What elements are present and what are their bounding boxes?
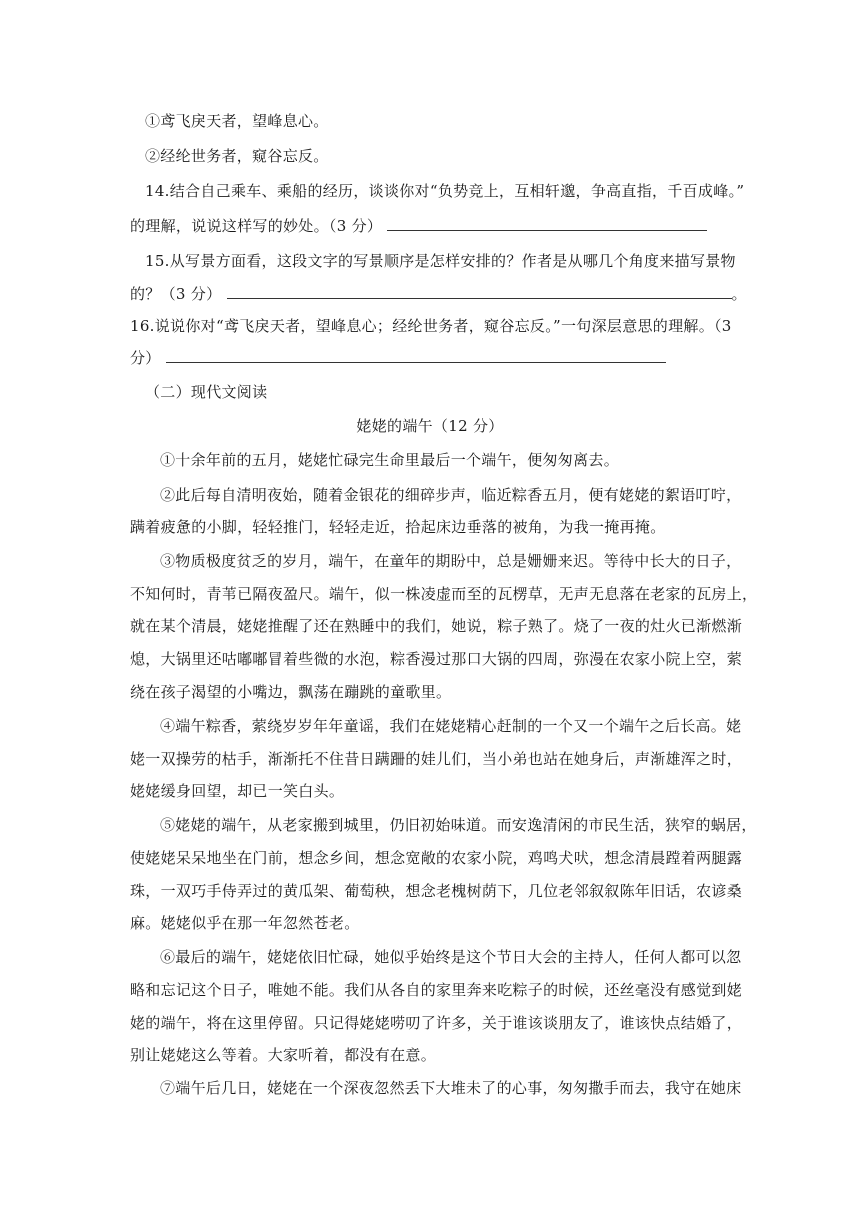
paragraph-line: 珠，一双巧手侍弄过的黄瓜架、葡萄秧，想念老槐树荫下，几位老邻叙叙陈年旧话，农谚桑 — [130, 882, 743, 900]
question-16-cont — [130, 348, 730, 368]
paragraph-line: 姥姥缓身回望，却已一笑白头。 — [130, 782, 345, 800]
text-line: 分） — [130, 349, 161, 367]
text-line: ①鸢飞戾天者，望峰息心。 — [145, 112, 329, 130]
section-heading: （二）现代文阅读 — [145, 383, 268, 401]
paragraph-line: 麻。姥姥似乎在那一年忽然苍老。 — [130, 914, 360, 932]
article-title: 姥姥的端午（12 分） — [356, 417, 504, 435]
paragraph-line: ①十余年前的五月，姥姥忙碌完生命里最后一个端午，便匆匆离去。 — [160, 451, 620, 469]
paragraph-line: ②此后每自清明夜始，随着金银花的细碎步声，临近粽香五月，便有姥姥的絮语叮咛， — [160, 486, 742, 504]
paragraph-line: 不知何时，青苇已隔夜盈尺。端午，似一株凌虚而至的瓦楞草，无声无息落在老家的瓦房上， — [130, 585, 758, 603]
answer-blank-16[interactable] — [166, 348, 666, 363]
answer-blank-15[interactable] — [227, 284, 732, 299]
answer-blank-14[interactable] — [387, 216, 707, 231]
question-14: 14.结合自己乘车、乘船的经历，谈谈你对“负势竞上，互相轩邈，争高直指，千百成峰。” — [145, 182, 745, 200]
paragraph-line: ④端午粽香，萦绕岁岁年年童谣，我们在姥姥精心赶制的一个又一个端午之后长高。姥 — [160, 717, 742, 735]
text-line: ②经纶世务者，窥谷忘反。 — [145, 147, 329, 165]
paragraph-line: ③物质极度贫乏的岁月，端午，在童年的期盼中，总是姗姗来迟。等待中长大的日子， — [160, 552, 742, 570]
question-15-cont — [130, 284, 747, 304]
paragraph-line: ⑥最后的端午，姥姥依旧忙碌，她似乎始终是这个节日大会的主持人，任何人都可以忽 — [160, 948, 742, 966]
paragraph-line: 略和忘记这个日子，唯她不能。我们从各自的家里奔来吃粽子的时候，还丝毫没有感觉到姥 — [130, 981, 743, 999]
question-15: 15.从写景方面看，这段文字的写景顺序是怎样安排的？作者是从哪几个角度来描写景物 — [145, 252, 736, 270]
paragraph-line: ⑤姥姥的端午，从老家搬到城里，仍旧初始味道。而安逸清闲的市民生活，狭窄的蜗居， — [160, 816, 757, 834]
paragraph-line: ⑦端午后几日，姥姥在一个深夜忽然丢下大堆未了的心事，匆匆撒手而去，我守在她床 — [160, 1079, 742, 1097]
question-16: 16.说说你对“鸢飞戾天者，望峰息心；经纶世务者，窥谷忘反。”一句深层意思的理解。（3 — [130, 317, 732, 335]
paragraph-line: 姥一双操劳的枯手，渐渐托不住昔日蹒跚的娃儿们，当小弟也站在她身后，声渐雄浑之时， — [130, 750, 743, 768]
paragraph-line: 熄，大锅里还咕嘟嘟冒着些微的水泡，粽香漫过那口大锅的四周，弥漫在农家小院上空，萦 — [130, 650, 743, 668]
period-mark: 。 — [731, 285, 747, 303]
paragraph-line: 别让姥姥这么等着。大家听着，都没有在意。 — [130, 1046, 437, 1064]
question-14-cont — [130, 216, 730, 236]
paragraph-line: 姥的端午，将在这里停留。只记得姥姥唠叨了许多，关于谁该谈朋友了，谁该快点结婚了， — [130, 1014, 743, 1032]
text-line: 的？（3 分） — [130, 285, 222, 303]
text-line: 的理解，说说这样写的妙处。（3 分） — [130, 217, 383, 235]
paragraph-line: 使姥姥呆呆地坐在门前，想念乡间，想念宽敞的农家小院，鸡鸣犬吠，想念清晨蹚着两腿露 — [130, 849, 743, 867]
paragraph-line: 就在某个清晨，姥姥推醒了还在熟睡中的我们，她说，粽子熟了。烧了一夜的灶火已渐燃渐 — [130, 617, 743, 635]
paragraph-line: 蹒着疲惫的小脚，轻轻推门，轻轻走近，拾起床边垂落的被角，为我一掩再掩。 — [130, 518, 666, 536]
paragraph-line: 绕在孩子渴望的小嘴边，飘荡在蹦跳的童歌里。 — [130, 683, 452, 701]
